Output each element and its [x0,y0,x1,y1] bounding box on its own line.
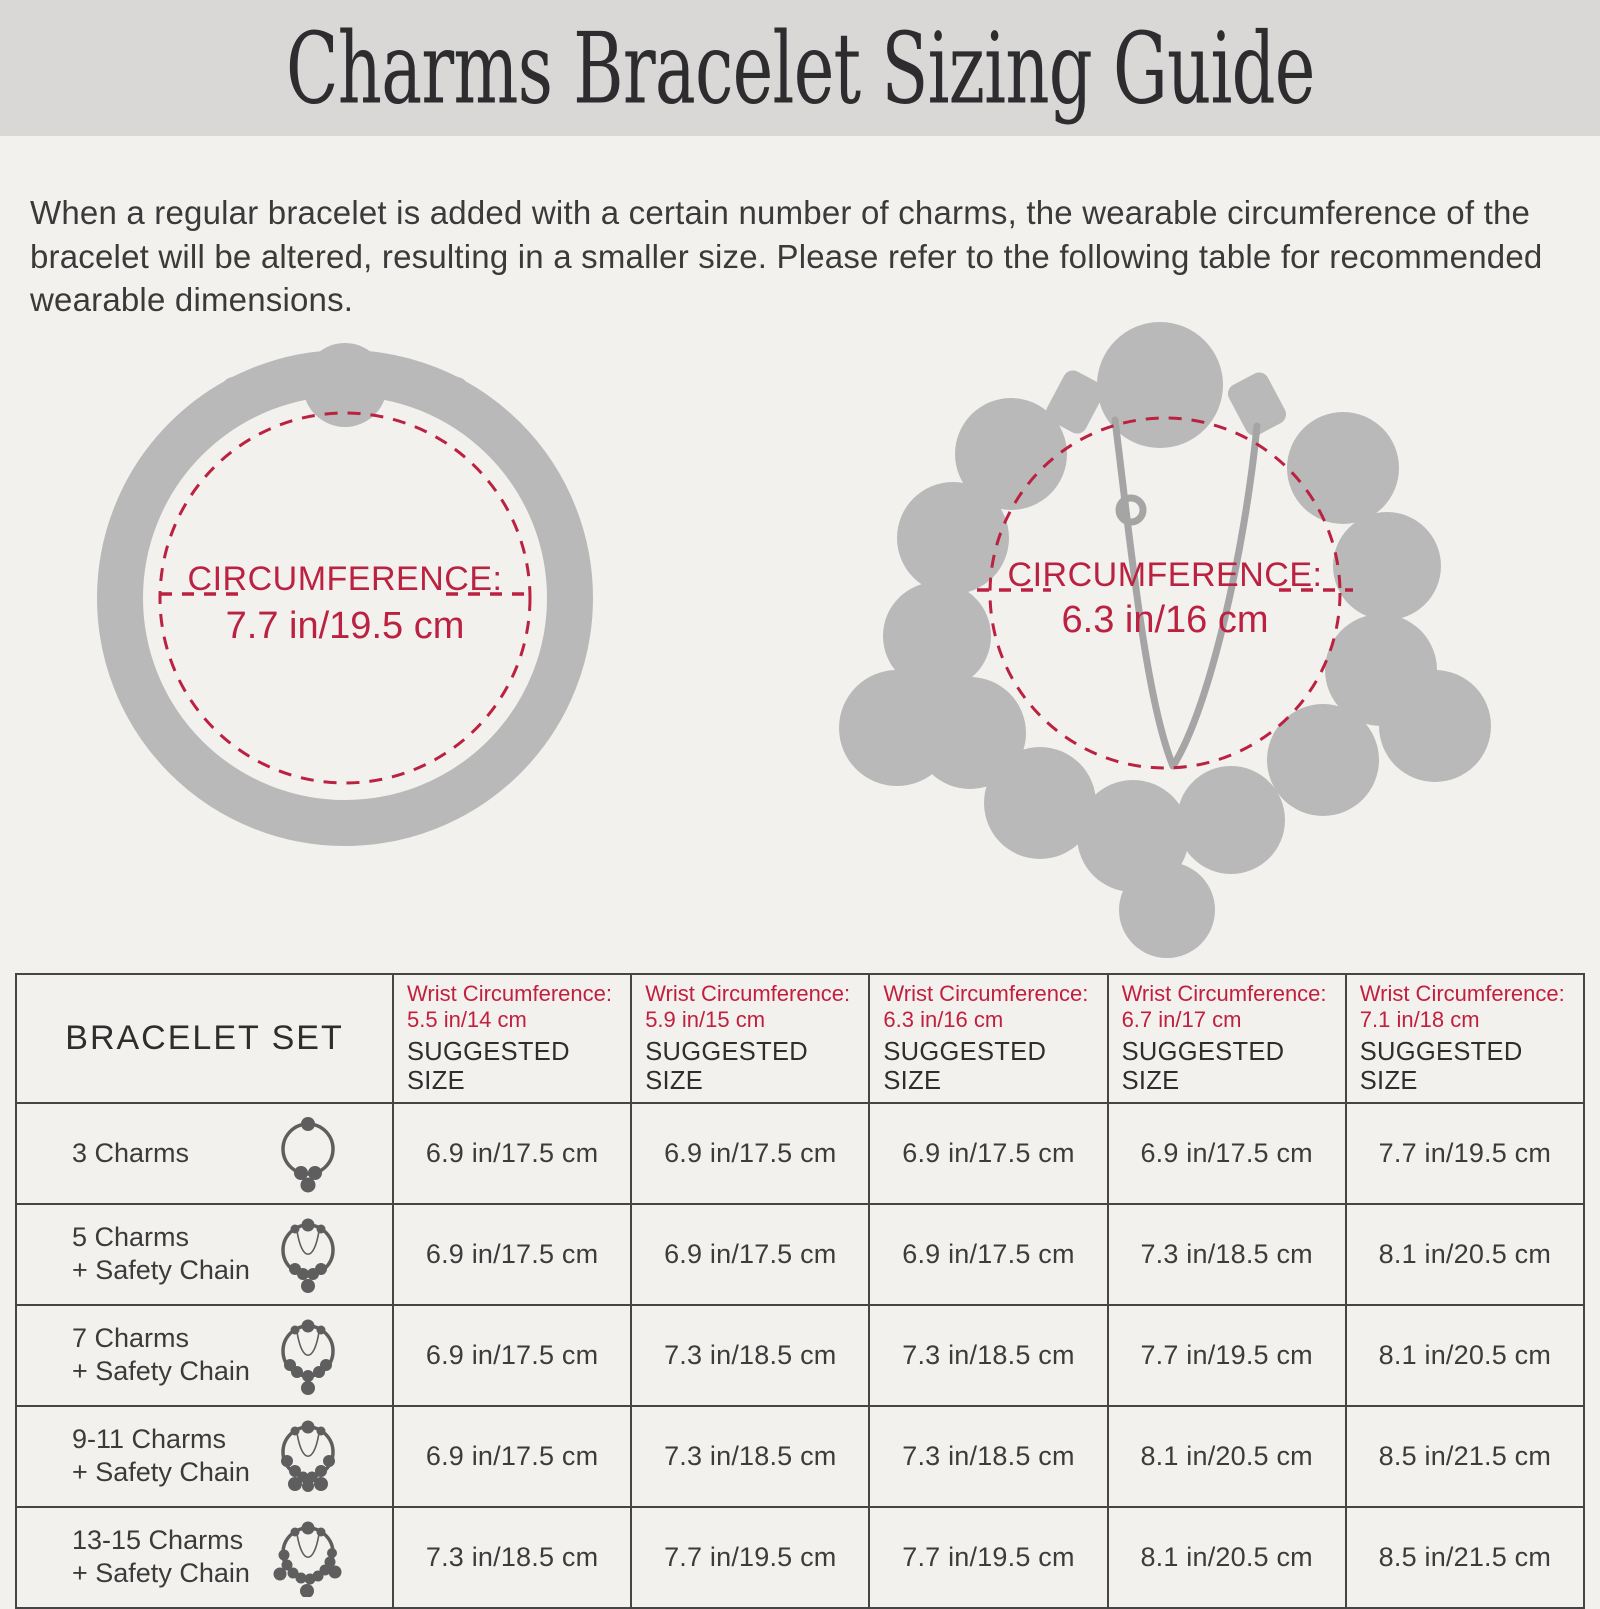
title-banner [0,0,1600,136]
suggested-size-label: SUGGESTED SIZE [1359,1037,1523,1095]
wrist-circumference-value: 5.9 in/15 cm [645,1006,766,1032]
size-cell: 8.1 in/20.5 cm [1108,1406,1346,1507]
wrist-circumference-label: Wrist Circumference: [645,981,851,1006]
size-cell: 6.9 in/17.5 cm [1108,1103,1346,1204]
sizing-table [15,973,1585,1609]
dangle-charm-right [1379,670,1491,782]
set-label: 5 Charms [72,1221,190,1252]
column-header-14cm [393,974,631,1103]
size-cell: 6.9 in/17.5 cm [869,1204,1107,1305]
intro-text: When a regular bracelet is added with a certain number of charms, the wearable circumference of the bracelet will be altered, resulting in a smaller size. Please refer to the following table for recommended wearable dimensions. [30,194,1543,319]
bracelet-13-15-charms-icon [270,1517,346,1597]
set-sublabel: + Safety Chain [72,1558,250,1589]
table-row [16,1103,1584,1204]
column-header-17cm [1108,974,1346,1103]
set-label: 9-11 Charms [72,1423,227,1454]
bracelet-set-cell [16,1103,393,1204]
dangle-charm-left [839,670,955,786]
circumference-label: CIRCUMFERENCE: [1007,556,1323,594]
column-header-15cm [631,974,869,1103]
size-cell: 8.1 in/20.5 cm [1346,1305,1584,1406]
size-cell: 7.3 in/18.5 cm [869,1305,1107,1406]
size-cell: 6.9 in/17.5 cm [393,1204,631,1305]
size-cell: 8.5 in/21.5 cm [1346,1507,1584,1608]
wrist-circumference-value: 6.3 in/16 cm [883,1006,1004,1032]
size-cell: 6.9 in/17.5 cm [393,1103,631,1204]
size-cell: 6.9 in/17.5 cm [631,1204,869,1305]
size-cell: 7.7 in/19.5 cm [631,1507,869,1608]
wrist-circumference-value: 6.7 in/17 cm [1121,1006,1242,1032]
table-row [16,1406,1584,1507]
size-cell: 7.3 in/18.5 cm [869,1406,1107,1507]
set-label: 13-15 Charms [72,1524,244,1555]
dangle-charm-bottom [1119,862,1215,958]
bracelet-set-cell [16,1406,393,1507]
table-row [16,1507,1584,1608]
column-header-18cm [1346,974,1584,1103]
set-label: 3 Charms [72,1137,190,1168]
bracelet-5-charms-icon [270,1214,346,1294]
wrist-circumference-label: Wrist Circumference: [1359,981,1565,1006]
wrist-circumference-value: 5.5 in/14 cm [407,1006,527,1032]
circumference-label: CIRCUMFERENCE: [187,560,503,598]
table-row [16,1305,1584,1406]
set-sublabel: + Safety Chain [72,1255,250,1286]
size-cell: 7.3 in/18.5 cm [393,1507,631,1608]
bracelet-7-charms-icon [270,1315,346,1395]
size-cell: 7.3 in/18.5 cm [631,1406,869,1507]
size-cell: 6.9 in/17.5 cm [393,1305,631,1406]
size-cell: 8.1 in/20.5 cm [1346,1204,1584,1305]
page-title: Charms Bracelet Sizing Guide [285,10,1315,126]
wrist-circumference-label: Wrist Circumference: [1121,981,1327,1006]
suggested-size-label: SUGGESTED SIZE [883,1037,1047,1095]
size-cell: 7.7 in/19.5 cm [1346,1103,1584,1204]
charm-bracelet-diagram [815,298,1515,958]
bracelet-9-11-charms-icon [270,1416,346,1496]
bracelet-3-charms-icon [270,1113,346,1193]
size-cell: 8.5 in/21.5 cm [1346,1406,1584,1507]
size-cell: 7.3 in/18.5 cm [1108,1204,1346,1305]
size-cell: 6.9 in/17.5 cm [631,1103,869,1204]
size-cell: 7.7 in/19.5 cm [1108,1305,1346,1406]
column-header-16cm [869,974,1107,1103]
size-cell: 7.7 in/19.5 cm [869,1507,1107,1608]
table-row [16,1204,1584,1305]
wrist-circumference-value: 7.1 in/18 cm [1359,1006,1480,1032]
set-label: 7 Charms [72,1322,190,1353]
suggested-size-label: SUGGESTED SIZE [407,1037,570,1095]
bracelet-band [120,373,570,823]
bracelet-set-cell [16,1507,393,1608]
size-cell: 6.9 in/17.5 cm [393,1406,631,1507]
circumference-value: 6.3 in/16 cm [1061,599,1269,641]
suggested-size-label: SUGGESTED SIZE [645,1037,808,1095]
size-cell: 6.9 in/17.5 cm [869,1103,1107,1204]
suggested-size-label: SUGGESTED SIZE [1121,1037,1285,1095]
bracelet-set-header: BRACELET SET [16,974,393,1103]
size-cell: 7.3 in/18.5 cm [631,1305,869,1406]
set-sublabel: + Safety Chain [72,1457,250,1488]
size-cell: 8.1 in/20.5 cm [1108,1507,1346,1608]
circumference-value: 7.7 in/19.5 cm [225,605,465,647]
wrist-circumference-label: Wrist Circumference: [407,981,612,1006]
wrist-circumference-label: Wrist Circumference: [883,981,1089,1006]
measurement-dash-circle [160,413,530,783]
plain-bracelet-diagram [60,328,630,873]
bracelet-set-cell [16,1204,393,1305]
set-sublabel: + Safety Chain [72,1356,250,1387]
bracelet-set-cell [16,1305,393,1406]
table-header-row [16,974,1584,1103]
